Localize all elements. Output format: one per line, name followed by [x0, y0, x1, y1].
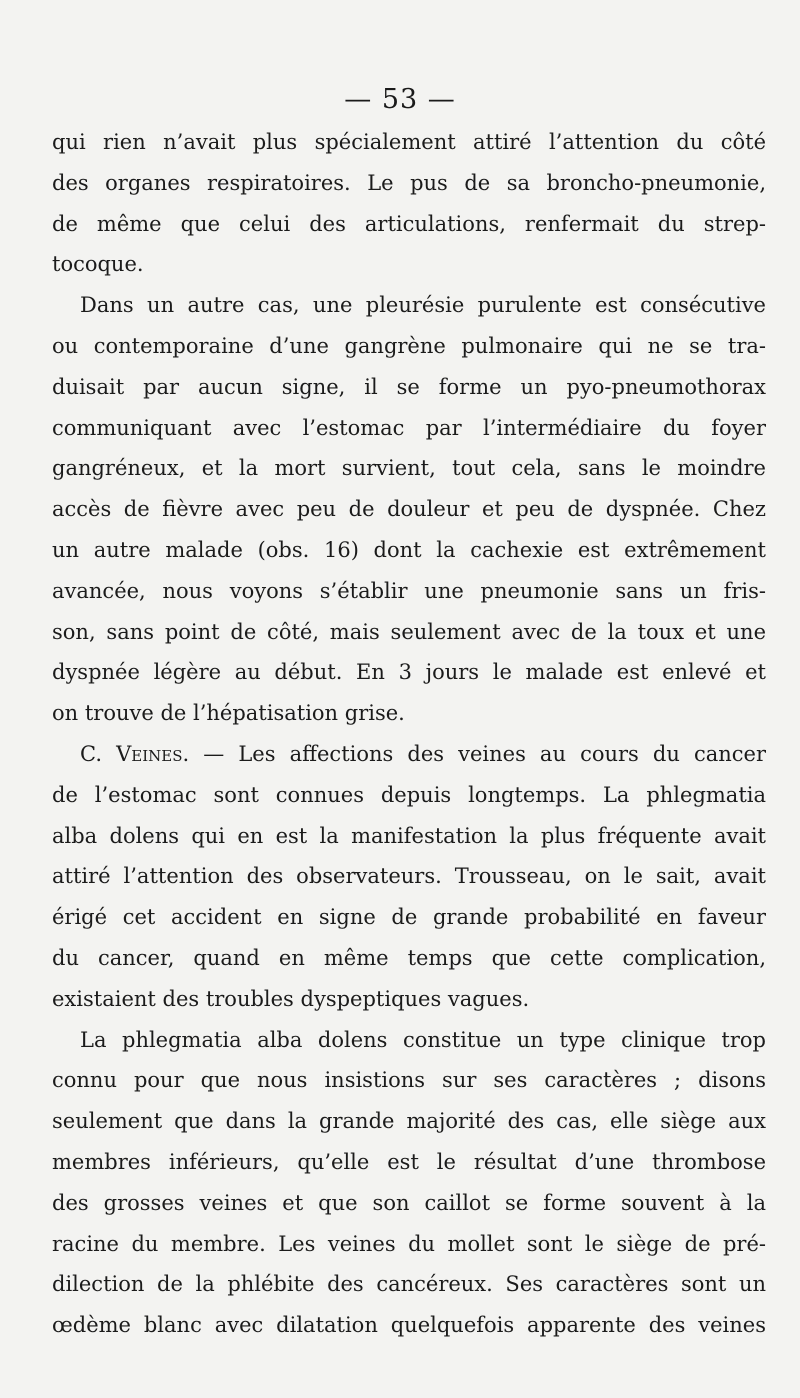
text-line: Dans un autre cas, une pleurésie purulente est consécutive	[80, 293, 766, 318]
text-line: tocoque.	[52, 252, 144, 277]
text-line: du cancer, quand en même temps que cette complication,	[52, 945, 766, 970]
text-line: œdème blanc avec dilatation quelquefois apparente des veines	[52, 1313, 766, 1338]
text-line: son, sans point de côté, mais seulement avec de la toux et une	[52, 619, 766, 644]
text-line: des organes respiratoires. Le pus de sa broncho-pneumonie,	[52, 170, 766, 195]
text-line: érigé cet accident en signe de grande probabilité en faveur	[52, 905, 766, 930]
text-line: dilection de la phlébite des cancéreux. Ses caractères sont un	[52, 1272, 766, 1297]
text-line: un autre malade (obs. 16) dont la cachexie est extrêmement	[52, 537, 766, 562]
section-heading: C. Veines.	[80, 741, 190, 766]
text-line: on trouve de l’hépatisation grise.	[52, 701, 405, 726]
text-line: seulement que dans la grande majorité des cas, elle siège aux	[52, 1109, 766, 1134]
text-line: avancée, nous voyons s’établir une pneumonie sans un fris-	[52, 578, 766, 603]
text-line: connu pour que nous insistions sur ses caractères ; disons	[52, 1068, 766, 1093]
text-line	[52, 734, 766, 775]
text-line: communiquant avec l’estomac par l’intermédiaire du foyer	[52, 415, 766, 440]
text-line: membres inférieurs, qu’elle est le résultat d’une thrombose	[52, 1149, 766, 1174]
text-line: duisait par aucun signe, il se forme un pyo-pneumothorax	[52, 374, 766, 399]
text-line: La phlegmatia alba dolens constitue un type clinique trop	[80, 1027, 766, 1052]
body-text	[52, 122, 766, 1346]
text-line: des grosses veines et que son caillot se forme souvent à la	[52, 1190, 766, 1215]
page-number: — 53 —	[344, 84, 456, 115]
text-line: attiré l’attention des observateurs. Trousseau, on le sait, avait	[52, 864, 766, 889]
text-line: existaient des troubles dyspeptiques vagues.	[52, 986, 530, 1011]
text-line: alba dolens qui en est la manifestation la plus fréquente avait	[52, 823, 766, 848]
text-line: gangréneux, et la mort survient, tout cela, sans le moindre	[52, 456, 766, 481]
text-line: de même que celui des articulations, renfermait du strep-	[52, 211, 766, 236]
text-line: de l’estomac sont connues depuis longtemps. La phlegmatia	[52, 782, 766, 807]
text-line: dyspnée légère au début. En 3 jours le malade est enlevé et	[52, 660, 766, 685]
text-line: ou contemporaine d’une gangrène pulmonaire qui ne se tra-	[52, 333, 766, 358]
text-line: accès de fièvre avec peu de douleur et peu de dyspnée. Chez	[52, 497, 766, 522]
text-line: racine du membre. Les veines du mollet sont le siège de pré-	[52, 1231, 766, 1256]
text-line: qui rien n’avait plus spécialement attiré l’attention du côté	[52, 130, 766, 154]
text-line-rest: — Les affections des veines au cours du cancer	[189, 741, 766, 766]
